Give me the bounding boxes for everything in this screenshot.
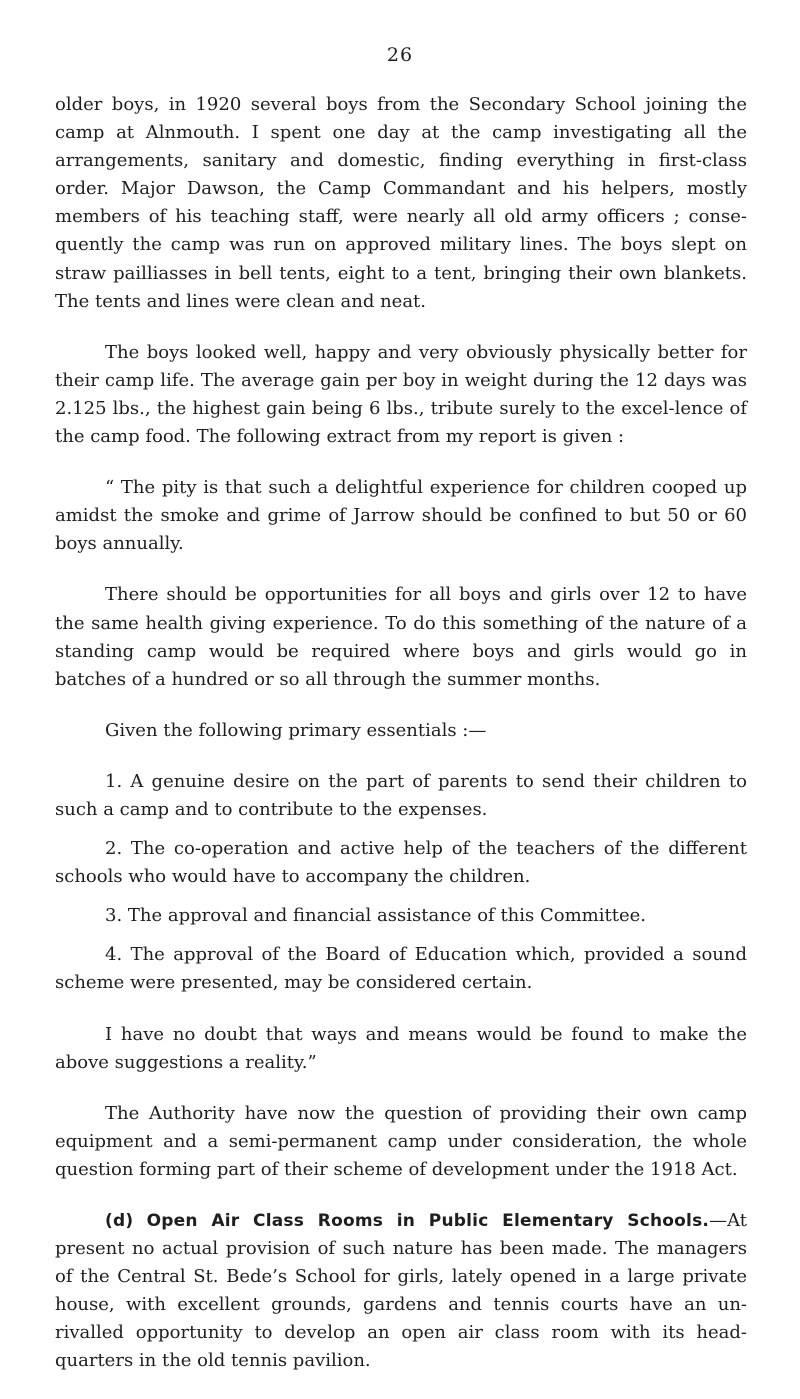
paragraph-authority-equipment: The Authority have now the question of providing their own camp equipment and a semi-permanent camp under consideration, the whole question forming part of their scheme of development under the 1918 Act. [55, 1102, 747, 1180]
paragraph-quote-end: I have no doubt that ways and means would be found to make the above suggestions a reality.” [55, 1023, 747, 1073]
section-body: —At present no actual provision of such nature has been made. The managers of the Central St. Bede’s School for girls, lately opened in a large private house, with excellent grounds, gardens and tennis courts have an un-rivalled opportunity to develop an open air class room with its head-quarters in the old tennis pavilion. [55, 1210, 747, 1372]
section-label: (d) [105, 1211, 134, 1231]
body-text [55, 91, 747, 1399]
list-item-essential-4: 4. The approval of the Board of Education which, provided a sound scheme were presented, may be considered certain. [55, 944, 747, 994]
paragraph-weight-gain: The boys looked well, happy and very obviously physically better for their camp life. The average gain per boy in weight during the 12 days was 2.125 lbs., the highest gain being 6 lbs., tribute surely to the excel-lence of the camp food. The following extract from my report is given : [55, 341, 747, 448]
paragraph-camp-alnmouth: older boys, in 1920 several boys from the Secondary School joining the camp at Alnmouth. I spent one day at the camp investigating all the arrangements, sanitary and domestic, finding everything in first-class order. Major Dawson, the Camp Commandant and his helpers, mostly members of his teaching staff, were nearly all old army officers ; conse-quently the camp was run on approved military lines. The boys slept on straw pailliasses in bell tents, eight to a tent, bringing their own blankets. The tents and lines were clean and neat. [55, 94, 747, 312]
paragraph-essentials-intro: Given the following primary essentials :— [105, 719, 487, 741]
paragraph-open-air-classrooms [55, 1207, 747, 1376]
list-item-essential-3: 3. The approval and financial assistance of this Committee. [105, 905, 646, 927]
list-item-essential-2: 2. The co-operation and active help of the teachers of the different schools who would have to accompany the children. [55, 838, 747, 888]
section-heading: Open Air Class Rooms in Public Elementary Schools. [146, 1211, 710, 1231]
page-number: 26 [386, 44, 414, 66]
list-item-essential-1: 1. A genuine desire on the part of parents to send their children to such a camp and to contribute to the expenses. [55, 770, 747, 820]
paragraph-quote-start: “ The pity is that such a delightful experience for children cooped up amidst the smoke and grime of Jarrow should be confined to but 50 or 60 boys annually. [55, 477, 747, 555]
paragraph-opportunities: There should be opportunities for all boys and girls over 12 to have the same health giving experience. To do this something of the nature of a standing camp would be required where boys and girls would go in batches of a hundred or so all through the summer months. [55, 584, 747, 690]
